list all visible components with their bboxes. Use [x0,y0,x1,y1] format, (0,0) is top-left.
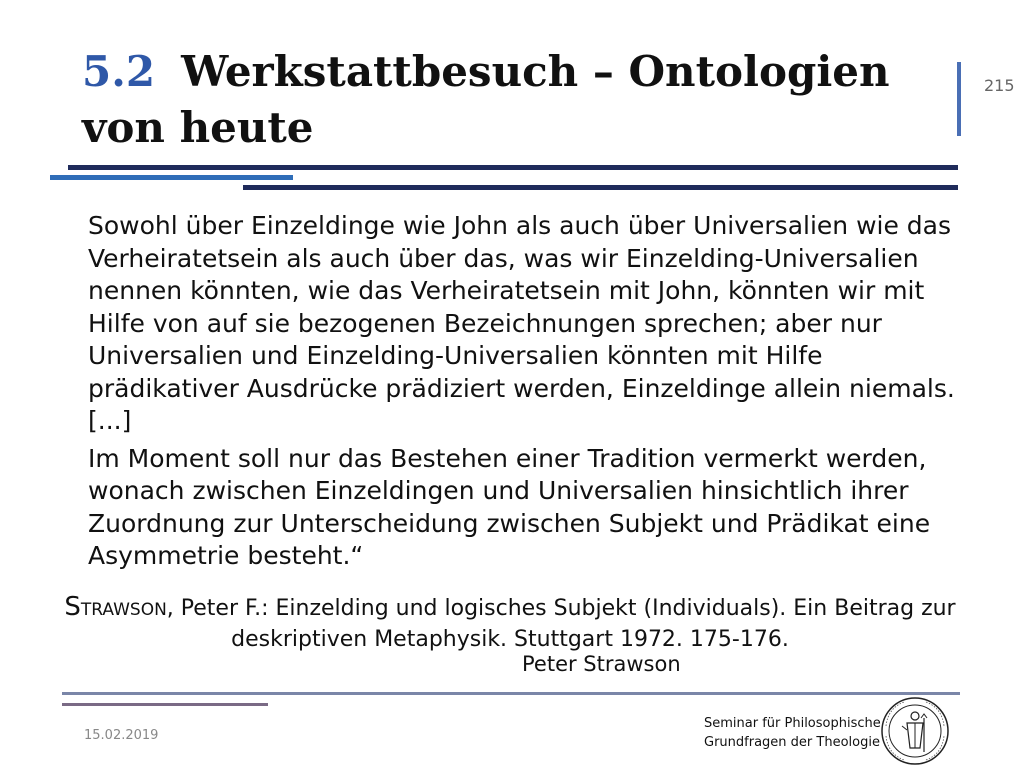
page-number: 215 [984,76,1015,95]
title-text: Werkstattbesuch – Ontologien von heute [82,47,890,152]
footer-date: 15.02.2019 [84,728,159,743]
slide-title [82,44,942,156]
institution-line-2: Grundfragen der Theologie [704,735,880,750]
footer-institution [704,714,881,752]
citation [60,592,960,655]
title-number: 5.2 [82,47,156,96]
institution-line-1: Seminar für Philosophische [704,716,881,731]
footer-rule-slate [62,692,960,695]
image-caption: Peter Strawson [522,652,681,676]
title-rule-navy-lower [243,185,958,190]
citation-text: , Peter F.: Einzelding und logisches Subjekt (Individuals). Ein Beitrag zur deskriptiven Metaphysik. Stuttgart 1972. 175-176. [166,596,956,652]
citation-author-initial: S [64,592,81,622]
quote-block [88,210,958,573]
citation-author-rest: TRAWSON [80,600,167,620]
title-rule-navy [68,165,958,170]
quote-paragraph-2: Im Moment soll nur das Bestehen einer Tradition vermerkt werden, wonach zwischen Einzeldingen und Universalien hinsichtlich ihrer Zuordnung zur Unterscheidung zwischen Subjekt und Prädikat eine Asymmetrie besteht.“ [88,443,931,570]
university-seal-icon [880,696,950,766]
title-vertical-bar [957,62,961,136]
footer-rule-mauve [62,703,268,706]
title-rule-blue [50,175,293,180]
quote-paragraph-1: Sowohl über Einzeldinge wie John als auch über Universalien wie das Verheiratetsein als auch über das, was wir Einzelding-Universalien nennen könnten, wie das Verheiratetsein mit John, könnten wir mit Hilfe von auf sie bezogenen Bezeichnungen sprechen; aber nur Universalien und Einzelding-Universalien könnten mit Hilfe prädikativer Ausdrücke prädiziert werden, Einzeldinge allein niemals. [...] [88,211,955,435]
